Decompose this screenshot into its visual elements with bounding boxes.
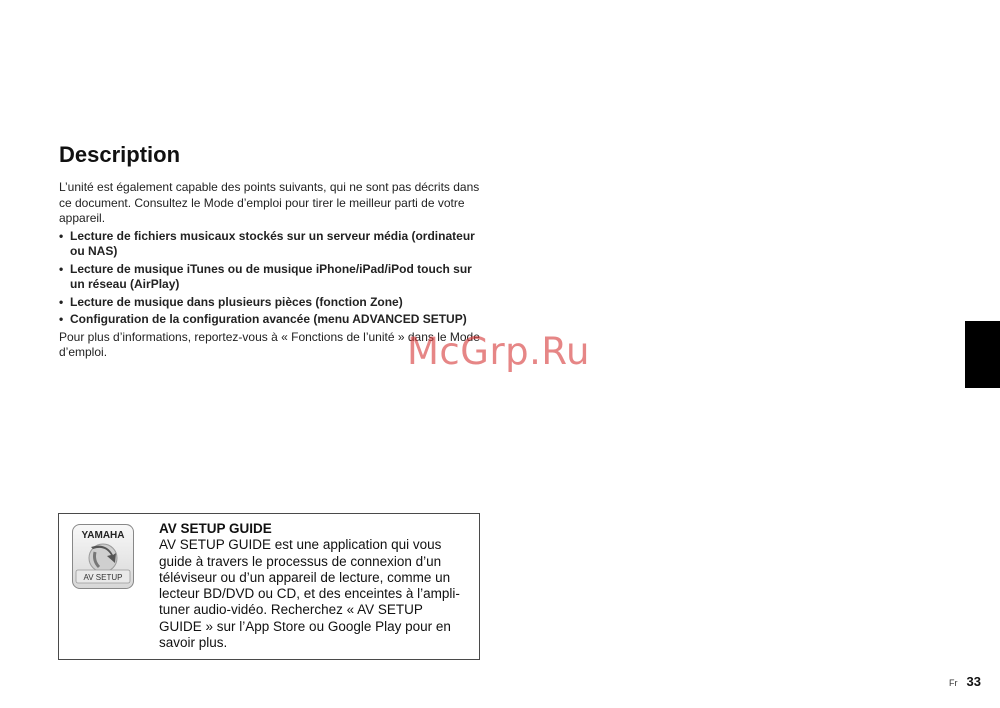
feature-text: Configuration de la configuration avancée (menu ADVANCED SETUP) (70, 312, 467, 326)
bullet: • (59, 312, 64, 326)
language-label: Fr (949, 678, 958, 688)
feature-text: Lecture de musique iTunes ou de musique iPhone/iPad/iPod touch sur un réseau (AirPlay) (70, 261, 472, 291)
watermark: McGrp.Ru (407, 330, 590, 373)
guide-text (159, 521, 469, 651)
av-setup-guide-box (58, 513, 480, 660)
feature-text: Lecture de fichiers musicaux stockés sur un serveur média (ordinateur ou NAS) (70, 228, 475, 258)
feature-text: Lecture de musique dans plusieurs pièces (fonction Zone) (70, 294, 403, 309)
yamaha-logo-text: YAMAHA (81, 530, 125, 541)
list-item (59, 295, 489, 311)
list-item (59, 262, 489, 293)
page-number: 33 (966, 674, 981, 689)
intro-paragraph: L’unité est également capable des points suivants, qui ne sont pas décrits dans ce document. Consultez le Mode d’emploi pour tirer le meilleur parti de votre appareil. (59, 180, 480, 225)
av-setup-badge-text: AV SETUP (83, 573, 123, 582)
feature-list (59, 229, 489, 328)
bullet: • (59, 294, 64, 309)
guide-heading: AV SETUP GUIDE (159, 521, 272, 536)
yamaha-av-setup-app-icon (72, 524, 134, 589)
chapter-side-tab (965, 321, 1000, 388)
page-footer (949, 674, 981, 689)
guide-body: AV SETUP GUIDE est une application qui vous guide à travers le processus de connexion d’un téléviseur ou d’un appareil de lecture, comme un lecteur BD/DVD ou CD, et des enceintes à l’ampli-tuner audio-vidéo. Recherchez « AV SETUP GUIDE » sur l’App Store ou Google Play pour en savoir plus. (159, 537, 460, 651)
list-item (59, 312, 489, 328)
page-title: Description (59, 142, 181, 167)
list-item (59, 229, 489, 260)
bullet: • (59, 228, 64, 243)
outro-paragraph: Pour plus d’informations, reportez-vous à « Fonctions de l’unité » dans le Mode d’emploi. (59, 329, 480, 359)
bullet: • (59, 261, 64, 276)
